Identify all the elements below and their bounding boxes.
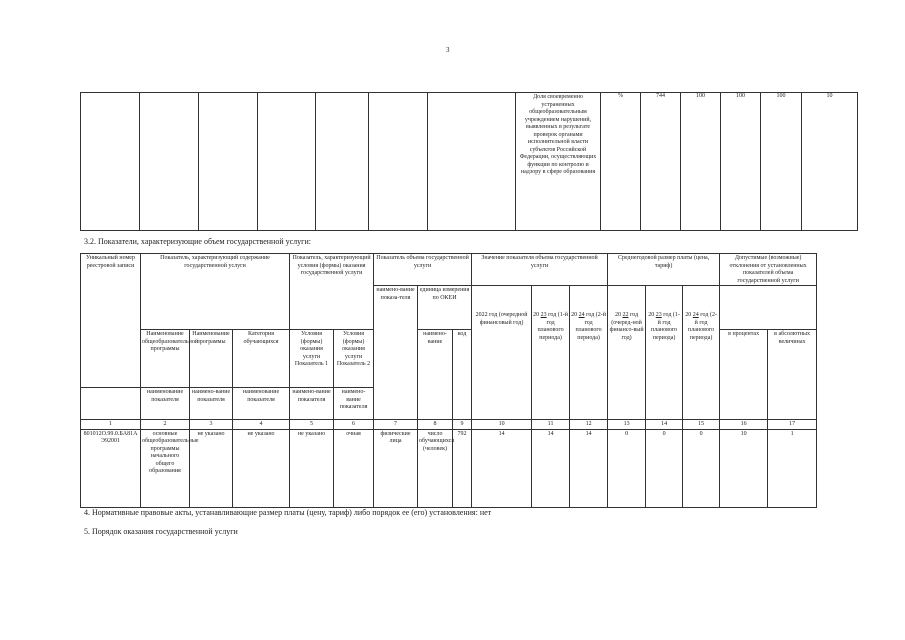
page-number: 3: [446, 46, 450, 54]
empty-cell: [720, 286, 817, 330]
deviation-absolute: 1: [768, 429, 817, 507]
column-number: 12: [570, 420, 608, 430]
column-number: 11: [532, 420, 570, 430]
header-volume-indicator: Показатель объема государственной услуги: [374, 254, 472, 286]
header-indicator-label: наимено-вание показателя: [290, 388, 334, 420]
volume-indicators-table: [80, 253, 817, 508]
header-indicator-label: наименование показателя: [233, 388, 290, 420]
column-number: 10: [472, 420, 532, 430]
header-unit-name: наимено-вание: [418, 330, 453, 420]
header-fee-2024: 20 24 год (2-й год планового периода): [683, 286, 720, 420]
program-name: основные общеобразовательные программы начального общего образования: [141, 429, 190, 507]
header-value-2024: 20 24 год (2-й год планового периода): [570, 286, 608, 420]
column-number: 15: [683, 420, 720, 430]
unit-value: число обучающихся (человек): [418, 429, 453, 507]
column-number: 14: [646, 420, 683, 430]
section-3-2-title: 3.2. Показатели, характеризующие объем государственной услуги:: [84, 237, 311, 246]
header-indicator-name: наимено-вание показа-теля: [374, 286, 418, 420]
column-number: 4: [233, 420, 290, 430]
header-deviation-percent: в процентах: [720, 330, 768, 420]
header-indicator-label: наимено-вание показателя: [190, 388, 233, 420]
header-unit-code: код: [453, 330, 472, 420]
empty-cell: [316, 93, 369, 231]
empty-cell: [140, 93, 199, 231]
empty-cell: [199, 93, 258, 231]
quality-indicator-name: Доля своевременно устраненных общеобразовательным учреждением нарушений, выявленных в результате проверок органами исполнительной власти субъектов Российской Федерации, осуществляющих функции по контролю и надзору в сфере образования: [516, 93, 601, 231]
condition-2-value: очная: [334, 429, 374, 507]
header-category: Категория обучающихся: [233, 330, 290, 388]
column-number: 3: [190, 420, 233, 430]
column-number: 16: [720, 420, 768, 430]
header-programs: Наименование программы: [190, 330, 233, 388]
value-2022: 14: [472, 429, 532, 507]
column-numbers-row: [81, 420, 817, 430]
column-number: 17: [768, 420, 817, 430]
header-deviation: Допустимые (возможные) отклонения от установленных показателей объема государственной услуги: [720, 254, 817, 286]
column-number: 1: [81, 420, 141, 430]
indicator-value: физические лица: [374, 429, 418, 507]
quality-value-2024: 100: [761, 93, 802, 231]
empty-cell: [81, 388, 141, 420]
empty-cell: [81, 93, 140, 231]
header-volume-values: Значение показателя объема государственной услуги: [472, 254, 608, 286]
header-indicator-label: наимено-вание показателя: [334, 388, 374, 420]
column-number: 2: [141, 420, 190, 430]
deviation-percent: 10: [720, 429, 768, 507]
column-number: 9: [453, 420, 472, 430]
header-value-2023: 20 23 год (1-й год планового периода): [532, 286, 570, 420]
empty-cell: [369, 93, 428, 231]
column-number: 7: [374, 420, 418, 430]
empty-cell: [428, 93, 516, 231]
header-conditions: Показатель, характеризующий условия (формы) оказания государственной услуги: [290, 254, 374, 330]
programs-value: не указано: [190, 429, 233, 507]
header-row: [81, 254, 817, 286]
header-registry: Уникальный номер реестровой записи: [81, 254, 141, 388]
header-fee-2023: 20 23 год (1-й год планового периода): [646, 286, 683, 420]
column-number: 5: [290, 420, 334, 430]
empty-cell: [258, 93, 316, 231]
registry-number: 801012О.99.0.БА81АЭ92001: [81, 429, 141, 507]
quality-value-2023: 100: [721, 93, 761, 231]
fee-2024: 0: [683, 429, 720, 507]
fee-2023: 0: [646, 429, 683, 507]
header-fee-2022: 20 22 год (очеред-ной финансо-вый год): [608, 286, 646, 420]
header-value-2022: 2022 год (очередной финансовый год): [472, 286, 532, 420]
category-value: не указано: [233, 429, 290, 507]
header-indicator-label: наименование показателя: [141, 388, 190, 420]
header-fee: Среднегодовой размер платы (цена, тариф): [608, 254, 720, 286]
quality-value-2022: 100: [681, 93, 721, 231]
header-unit: единица измерения по ОКЕИ: [418, 286, 472, 330]
column-number: 8: [418, 420, 453, 430]
header-program-content: Наименование общеобразовательной программы: [141, 330, 190, 388]
fee-2022: 0: [608, 429, 646, 507]
table-row: [81, 429, 817, 507]
quality-indicators-table: [80, 92, 858, 231]
section-4-text: 4. Нормативные правовые акты, устанавливающие размер платы (цену, тариф) либо порядок ее (его) установления: нет: [84, 508, 492, 517]
table-row: [81, 93, 858, 231]
column-number: 13: [608, 420, 646, 430]
condition-1-value: не указано: [290, 429, 334, 507]
section-5-title: 5. Порядок оказания государственной услуги: [84, 527, 238, 536]
header-condition-1: Условия (формы) оказания услуги Показатель 1: [290, 330, 334, 388]
quality-deviation-percent: 10: [802, 93, 858, 231]
quality-unit: %: [601, 93, 641, 231]
header-deviation-absolute: в абсолютных величинах: [768, 330, 817, 420]
unit-code-value: 792: [453, 429, 472, 507]
header-condition-2: Условия (формы) оказания услуги Показатель 2: [334, 330, 374, 388]
quality-okei: 744: [641, 93, 681, 231]
value-2023: 14: [532, 429, 570, 507]
header-content: Показатель, характеризующий содержание государственной услуги: [141, 254, 290, 330]
value-2024: 14: [570, 429, 608, 507]
column-number: 6: [334, 420, 374, 430]
